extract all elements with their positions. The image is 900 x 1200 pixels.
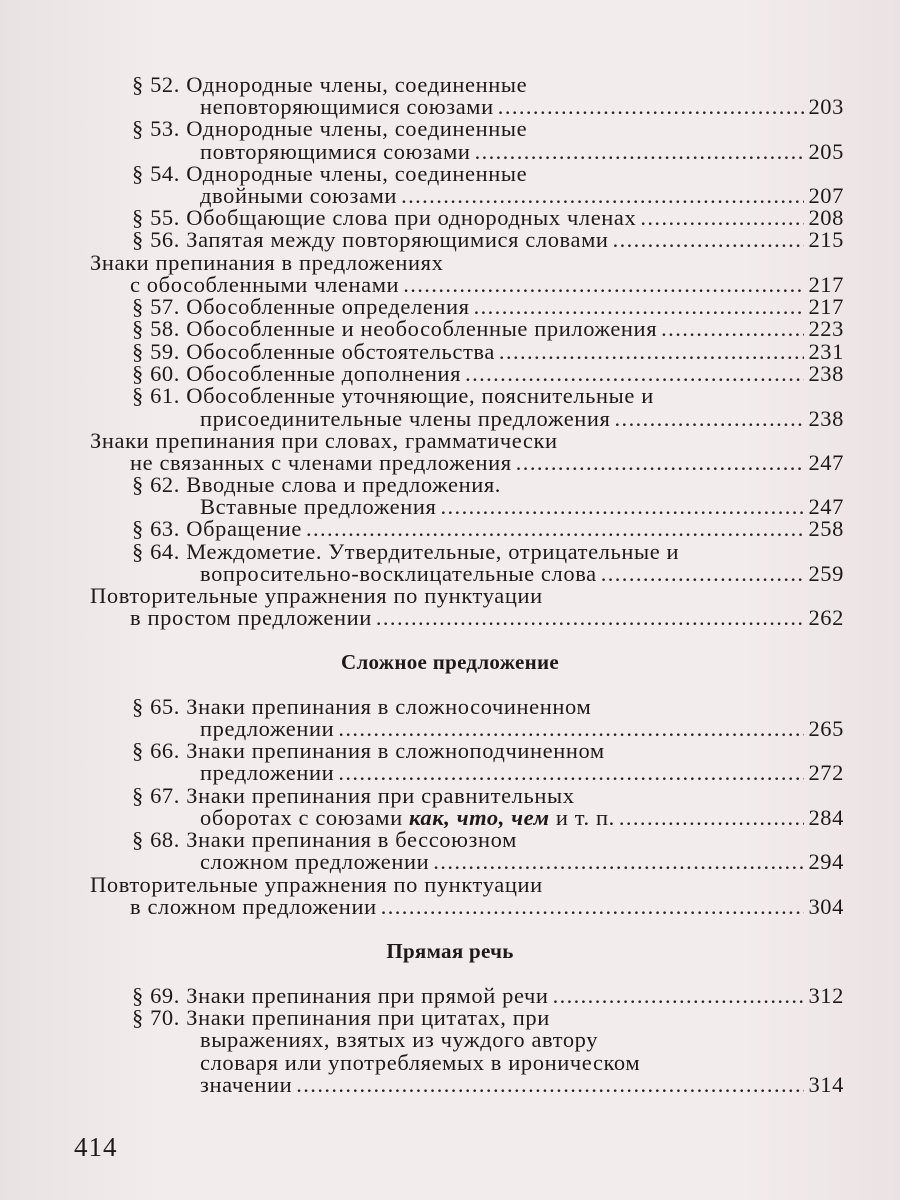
dot-leader xyxy=(338,718,804,740)
dot-leader xyxy=(516,452,805,474)
dot-leader xyxy=(474,296,805,318)
toc-entry-last-line xyxy=(200,1074,844,1098)
toc-page-number: 312 xyxy=(808,983,844,1008)
toc-entry-line: § 64. Междометие. Утвердительные, отрицательные и xyxy=(132,539,680,564)
toc-page-number: 262 xyxy=(808,605,844,630)
toc-page-number: 247 xyxy=(808,494,844,519)
toc-entry-text: присоединительные члены предложения xyxy=(200,406,611,431)
toc-entry-line: Знаки препинания в предложениях xyxy=(90,250,444,275)
toc-entry-line: § 66. Знаки препинания в сложноподчиненном xyxy=(132,738,605,763)
toc-entry-text-tail: и т. п. xyxy=(555,805,615,830)
dot-leader xyxy=(381,896,805,918)
toc-entry-line: § 52. Однородные члены, соединенные xyxy=(132,72,528,97)
toc-page-number: 238 xyxy=(808,361,844,386)
dot-leader xyxy=(403,274,804,296)
toc-entry-line: Знаки препинания при словах, грамматически xyxy=(90,428,558,453)
toc-page-number: 304 xyxy=(808,894,844,919)
toc-page-number: 238 xyxy=(808,406,844,431)
toc-entry-text: предложении xyxy=(200,760,335,785)
toc-entry-text: § 69. Знаки препинания при прямой речи xyxy=(132,983,549,1008)
dot-leader xyxy=(661,318,804,340)
toc-page-number: 231 xyxy=(808,339,844,364)
dot-leader xyxy=(498,96,805,118)
emphasized-conjunctions: как, что, чем xyxy=(408,805,550,830)
toc-entry-text: неповторяющимися союзами xyxy=(200,94,494,119)
toc-entry-text: § 63. Обращение xyxy=(132,516,302,541)
toc-entry-text: в простом предложении xyxy=(130,605,372,630)
toc-entry-text: не связанных с членами предложения xyxy=(130,450,512,475)
toc-entry-line: § 70. Знаки препинания при цитатах, при xyxy=(132,1005,550,1030)
toc-entry-text: повторяющимися союзами xyxy=(200,139,471,164)
toc-page-number: 217 xyxy=(808,272,844,297)
dot-leader xyxy=(619,807,805,829)
toc-entry-text: § 57. Обособленные определения xyxy=(132,294,470,319)
toc-entry-text: вопросительно-восклицательные слова xyxy=(200,561,597,586)
toc-page-number: 203 xyxy=(808,94,844,119)
toc-entry-text: Вставные предложения xyxy=(200,494,437,519)
toc-entry-text: предложении xyxy=(200,716,335,741)
toc-page-number: 217 xyxy=(808,294,844,319)
toc-page-number: 284 xyxy=(808,805,844,830)
dot-leader xyxy=(441,496,805,518)
toc-entry-text: § 59. Обособленные обстоятельства xyxy=(132,339,495,364)
dot-leader xyxy=(553,985,805,1007)
toc-entry-text-start: оборотах с союзами xyxy=(200,805,403,830)
toc-entry-text: с обособленными членами xyxy=(130,272,400,297)
dot-leader xyxy=(475,141,805,163)
toc-entry-line: § 68. Знаки препинания в бессоюзном xyxy=(132,827,517,852)
toc-entry-last-line xyxy=(130,607,844,631)
toc-entry-line: Повторительные упражнения по пунктуации xyxy=(90,583,543,608)
toc-entry-line: § 65. Знаки препинания в сложносочиненном xyxy=(132,694,592,719)
toc-page-number: 247 xyxy=(808,450,844,475)
toc-entry-text: в сложном предложении xyxy=(130,894,377,919)
toc-entry-line: § 61. Обособленные уточняющие, пояснительные и xyxy=(132,383,654,408)
toc-entry-line: § 67. Знаки препинания при сравнительных xyxy=(132,783,575,808)
section-heading: Сложное предложение xyxy=(340,650,560,674)
dot-leader xyxy=(296,1074,804,1096)
dot-leader xyxy=(640,207,804,229)
dot-leader xyxy=(338,762,804,784)
toc-entry-text: сложном предложении xyxy=(200,849,430,874)
toc-entry-line: Повторительные упражнения по пунктуации xyxy=(90,872,543,897)
toc-entry-text: § 55. Обобщающие слова при однородных членах xyxy=(132,205,637,230)
toc-entry-text: двойными союзами xyxy=(200,183,398,208)
toc-page-number: 259 xyxy=(808,561,844,586)
dot-leader xyxy=(465,363,804,385)
dot-leader xyxy=(376,607,805,629)
toc-page-number: 294 xyxy=(808,849,844,874)
toc-page-number: 208 xyxy=(808,205,844,230)
toc-entry-text: значении xyxy=(200,1072,293,1097)
toc-entry-last-line xyxy=(130,896,844,920)
dot-leader xyxy=(306,518,804,540)
page-number: 414 xyxy=(74,1132,118,1162)
toc-page-number: 258 xyxy=(808,516,844,541)
toc-page-number: 314 xyxy=(808,1072,844,1097)
toc-entry-line: § 53. Однородные члены, соединенные xyxy=(132,116,528,141)
dot-leader xyxy=(433,851,804,873)
section-heading: Прямая речь xyxy=(386,939,514,963)
dot-leader xyxy=(615,408,805,430)
toc-page-number: 205 xyxy=(808,139,844,164)
dot-leader xyxy=(499,341,805,363)
toc-entry-text: § 58. Обособленные и необособленные приложения xyxy=(132,316,658,341)
toc-entry-line: § 62. Вводные слова и предложения. xyxy=(132,472,502,497)
toc-page-number: 223 xyxy=(808,316,844,341)
toc-entry-line: выражениях, взятых из чуждого автору xyxy=(200,1027,599,1052)
toc-entry-text xyxy=(200,807,615,829)
dot-leader xyxy=(601,563,805,585)
toc-entry-line: § 54. Однородные члены, соединенные xyxy=(132,161,528,186)
toc-page-number: 272 xyxy=(808,760,844,785)
toc-entry-text: § 56. Запятая между повторяющимися словами xyxy=(132,227,609,252)
toc-entry-text: § 60. Обособленные дополнения xyxy=(132,361,462,386)
toc-page-number: 215 xyxy=(808,227,844,252)
toc-page-number: 207 xyxy=(808,183,844,208)
dot-leader xyxy=(613,229,805,251)
dot-leader xyxy=(401,185,804,207)
toc-entry-line: словаря или употребляемых в ироническом xyxy=(200,1050,641,1075)
toc-page-number: 265 xyxy=(808,716,844,741)
